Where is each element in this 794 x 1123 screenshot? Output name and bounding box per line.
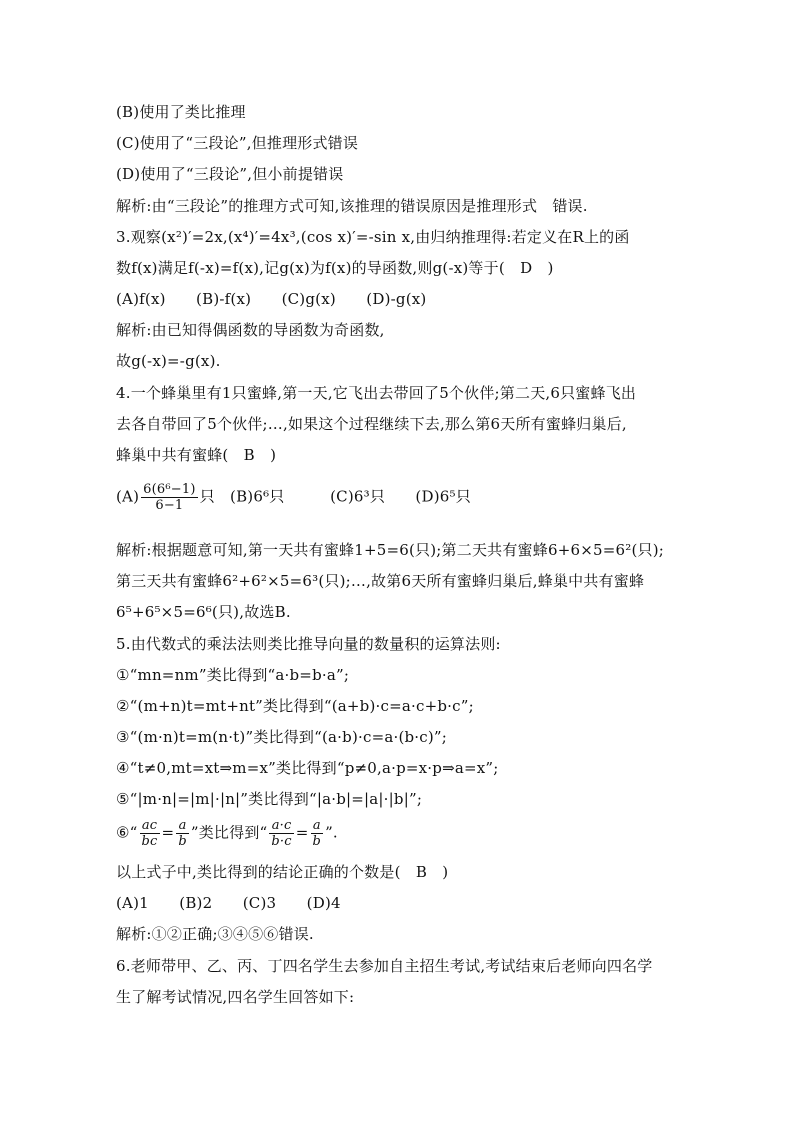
analysis-3-line-2: 故g(-x)=-g(x). (116, 352, 221, 370)
statement-5: ⑤“|m·n|=|m|·|n|”类比得到“|a·b|=|a|·|b|”; (116, 790, 423, 808)
equals-sign: = (161, 823, 175, 842)
question-5-options: (A)1 (B)2 (C)3 (D)4 (116, 894, 341, 912)
question-5-prompt: 以上式子中,类比得到的结论正确的个数是( B ) (116, 863, 449, 881)
fraction-denominator: b·c (271, 834, 292, 849)
option-b-line: (B)使用了类比推理 (116, 103, 246, 121)
analysis-4-line-2: 第三天共有蜜蜂6²+6²×5=6³(只);…,故第6天所有蜜蜂归巢后,蜂巢中共有蜜蜂 (116, 572, 645, 590)
statement-6-suffix: ”. (325, 823, 338, 842)
option-c-line: (C)使用了“三段论”,但推理形式错误 (116, 134, 359, 152)
fraction-a-b-2 (311, 818, 324, 849)
option-d-line: (D)使用了“三段论”,但小前提错误 (116, 165, 344, 183)
fraction-ac-bc-dot (269, 818, 293, 849)
question-5-line-1: 5.由代数式的乘法法则类比推导向量的数量积的运算法则: (116, 635, 501, 653)
analysis-4-line-1: 解析:根据题意可知,第一天共有蜜蜂1+5=6(只);第二天共有蜜蜂6+6×5=6²(只); (116, 541, 664, 559)
question-3-line-2: 数f(x)满足f(-x)=f(x),记g(x)为f(x)的导函数,则g(-x)等于( D ) (116, 259, 554, 277)
fraction-numerator: a·c (269, 818, 293, 834)
analysis-2: 解析:由“三段论”的推理方式可知,该推理的错误原因是推理形式 错误. (116, 197, 588, 215)
statement-6 (116, 818, 338, 849)
analysis-4-line-3: 6⁵+6⁵×5=6⁶(只),故选B. (116, 603, 291, 621)
analysis-5: 解析:①②正确;③④⑤⑥错误. (116, 925, 314, 943)
question-6-line-1: 6.老师带甲、乙、丙、丁四名学生去参加自主招生考试,考试结束后老师向四名学 (116, 957, 653, 975)
statement-3: ③“(m·n)t=m(n·t)”类比得到“(a·b)·c=a·(b·c)”; (116, 728, 448, 746)
question-3-options: (A)f(x) (B)-f(x) (C)g(x) (D)-g(x) (116, 290, 427, 308)
equals-sign: = (295, 823, 309, 842)
fraction-ac-bc (140, 818, 160, 849)
option-a-label: (A) (116, 487, 140, 506)
option-a-unit: 只 (199, 487, 215, 506)
fraction-denominator: b (178, 834, 187, 849)
analysis-3-line-1: 解析:由已知得偶函数的导函数为奇函数, (116, 321, 385, 339)
fraction-denominator: bc (141, 834, 158, 849)
question-4-line-1: 4.一个蜂巢里有1只蜜蜂,第一天,它飞出去带回了5个伙伴;第二天,6只蜜蜂飞出 (116, 384, 637, 402)
fraction-a-b (176, 818, 189, 849)
fraction-numerator: a (176, 818, 189, 834)
statement-6-prefix: ⑥“ (116, 823, 138, 842)
fraction-numerator: a (311, 818, 324, 834)
statement-2: ②“(m+n)t=mt+nt”类比得到“(a+b)·c=a·c+b·c”; (116, 697, 474, 715)
options-rest: (B)6⁶只 (C)6³只 (D)6⁵只 (214, 487, 471, 506)
fraction-numerator: 6(6⁶−1) (143, 482, 196, 497)
fraction-numerator: ac (140, 818, 160, 834)
statement-4: ④“t≠0,mt=xt⇒m=x”类比得到“p≠0,a·p=x·p⇒a=x”; (116, 759, 499, 777)
option-a-fraction (141, 482, 197, 513)
question-4-line-3: 蜂巢中共有蜜蜂( B ) (116, 446, 277, 464)
statement-1: ①“mn=nm”类比得到“a·b=b·a”; (116, 666, 350, 684)
fraction-denominator: b (312, 834, 322, 849)
question-4-line-2: 去各自带回了5个伙伴;…,如果这个过程继续下去,那么第6天所有蜜蜂归巢后, (116, 415, 627, 433)
fraction-denominator: 6−1 (155, 498, 184, 513)
question-4-options (116, 482, 471, 513)
question-6-line-2: 生了解考试情况,四名学生回答如下: (116, 988, 355, 1006)
question-3-line-1: 3.观察(x²)′=2x,(x⁴)′=4x³,(cos x)′=-sin x,由归纳推理得:若定义在R上的函 (116, 228, 630, 246)
statement-6-middle: ”类比得到“ (190, 823, 268, 842)
